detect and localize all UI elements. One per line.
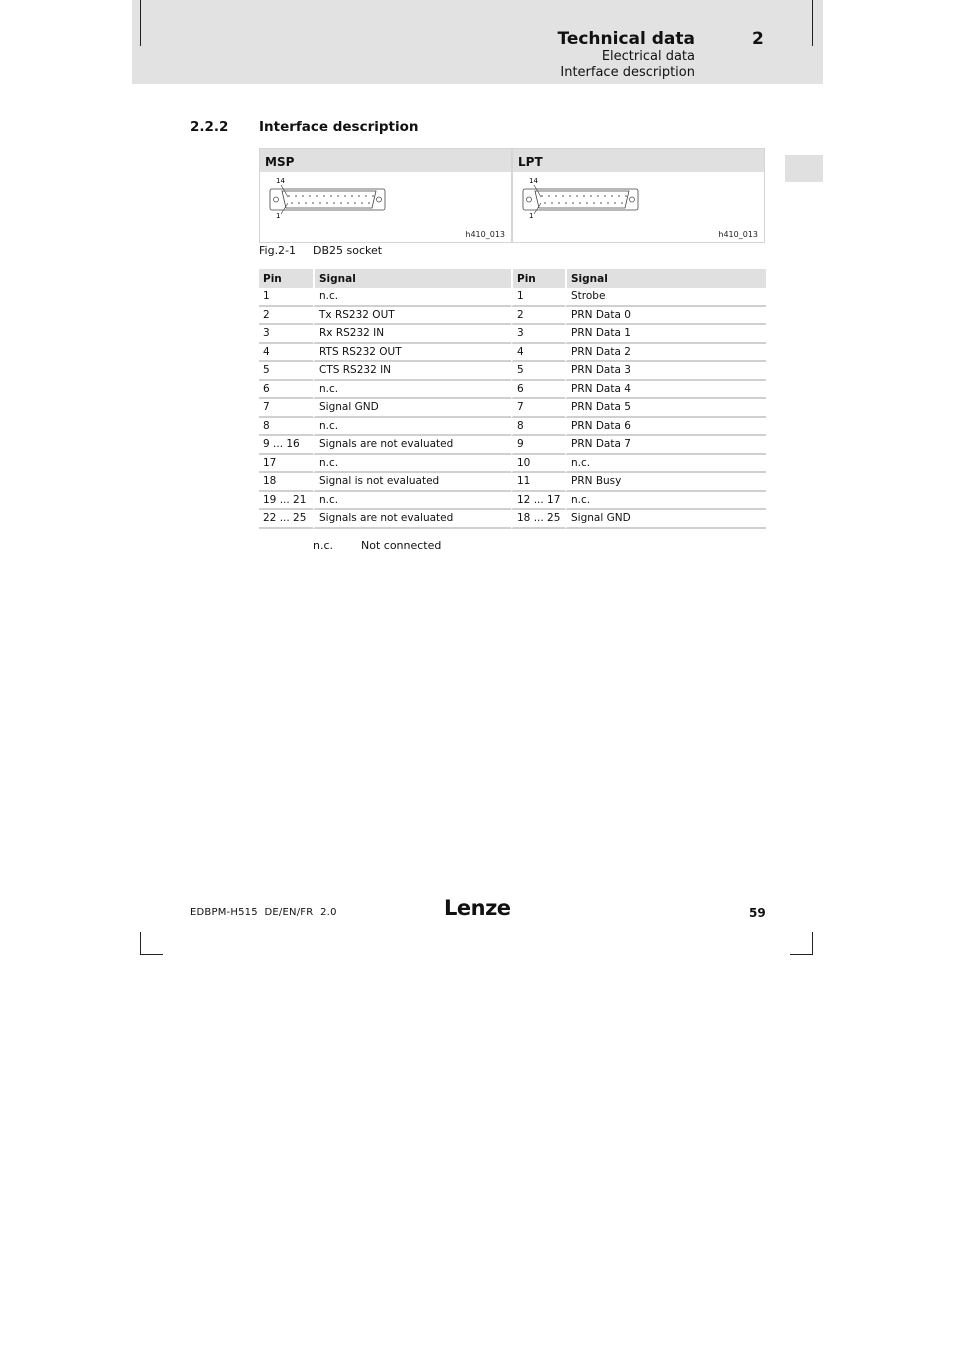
signal-cell: n.c. [565, 455, 766, 474]
table-row [259, 436, 766, 455]
pin-cell: 22 ... 25 [259, 510, 313, 529]
pin-label-14: 14 [529, 177, 538, 185]
pin-cell: 7 [259, 399, 313, 418]
column-header: Pin [259, 269, 313, 288]
signal-cell: RTS RS232 OUT [313, 344, 511, 363]
header-band [132, 0, 823, 84]
table-row [259, 510, 766, 529]
signal-cell: Signal is not evaluated [313, 473, 511, 492]
section-title: Interface description [259, 119, 419, 135]
pin-cell: 6 [511, 381, 565, 400]
signal-cell: PRN Data 1 [565, 325, 766, 344]
pin-cell: 8 [511, 418, 565, 437]
note-text: Not connected [361, 539, 442, 552]
column-header: Pin [511, 269, 565, 288]
pin-cell: 18 [259, 473, 313, 492]
panel-label: MSP [260, 149, 511, 172]
signal-cell: n.c. [313, 492, 511, 511]
pin-cell: 3 [259, 325, 313, 344]
pin-cell: 9 [511, 436, 565, 455]
chapter-side-tab [785, 155, 823, 182]
crop-mark [140, 954, 163, 955]
signal-cell: Strobe [565, 288, 766, 307]
figure-code: h410_013 [718, 230, 758, 239]
pin-cell: 1 [511, 288, 565, 307]
pin-cell: 4 [511, 344, 565, 363]
figure-caption-number: Fig.2-1 [259, 244, 297, 257]
panel-label: LPT [513, 149, 764, 172]
pin-cell: 6 [259, 381, 313, 400]
table-header-row [259, 269, 766, 288]
page-number: 59 [749, 906, 766, 920]
section-number: 2.2.2 [190, 119, 229, 135]
table-row [259, 307, 766, 326]
db25-connector-icon [268, 177, 398, 227]
signal-cell: PRN Data 0 [565, 307, 766, 326]
signal-cell: PRN Data 7 [565, 436, 766, 455]
crop-mark [140, 0, 141, 46]
pin-cell: 12 ... 17 [511, 492, 565, 511]
signal-cell: Signals are not evaluated [313, 510, 511, 529]
signal-cell: n.c. [313, 418, 511, 437]
figure-code: h410_013 [465, 230, 505, 239]
signal-cell: PRN Data 6 [565, 418, 766, 437]
pin-cell: 1 [259, 288, 313, 307]
signal-cell: PRN Data 2 [565, 344, 766, 363]
table-row [259, 492, 766, 511]
pin-cell: 19 ... 21 [259, 492, 313, 511]
crop-mark [812, 0, 813, 46]
table-row [259, 418, 766, 437]
signal-cell: Signal GND [313, 399, 511, 418]
table-row [259, 399, 766, 418]
pin-cell: 9 ... 16 [259, 436, 313, 455]
signal-cell: Signal GND [565, 510, 766, 529]
signal-cell: PRN Busy [565, 473, 766, 492]
pin-cell: 17 [259, 455, 313, 474]
signal-cell: n.c. [313, 288, 511, 307]
pin-cell: 5 [511, 362, 565, 381]
table-row [259, 381, 766, 400]
pin-cell: 2 [259, 307, 313, 326]
chapter-number: 2 [752, 29, 764, 49]
pin-cell: 8 [259, 418, 313, 437]
header-subtitle-2: Interface description [560, 65, 695, 80]
signal-cell: n.c. [565, 492, 766, 511]
figure-panel-msp [259, 148, 512, 243]
column-header: Signal [565, 269, 766, 288]
crop-mark [140, 932, 141, 955]
pin-cell: 4 [259, 344, 313, 363]
column-header: Signal [313, 269, 511, 288]
pin-cell: 3 [511, 325, 565, 344]
signal-cell: PRN Data 5 [565, 399, 766, 418]
table-row [259, 344, 766, 363]
pin-assignment-table [259, 269, 766, 529]
signal-cell: n.c. [313, 381, 511, 400]
pin-cell: 2 [511, 307, 565, 326]
signal-cell: PRN Data 3 [565, 362, 766, 381]
crop-mark [790, 954, 813, 955]
lenze-logo: Lenze [444, 896, 511, 920]
table-row [259, 325, 766, 344]
table-row [259, 288, 766, 307]
db25-connector-icon [521, 177, 651, 227]
table-row [259, 362, 766, 381]
signal-cell: PRN Data 4 [565, 381, 766, 400]
pin-label-1: 1 [276, 212, 281, 220]
figure-panel-lpt [512, 148, 765, 243]
pin-cell: 18 ... 25 [511, 510, 565, 529]
signal-cell: Rx RS232 IN [313, 325, 511, 344]
signal-cell: n.c. [313, 455, 511, 474]
signal-cell: CTS RS232 IN [313, 362, 511, 381]
table-row [259, 455, 766, 474]
crop-mark [812, 932, 813, 955]
figure-caption-text: DB25 socket [313, 244, 383, 257]
pin-cell: 10 [511, 455, 565, 474]
note-abbreviation: n.c. [313, 539, 334, 552]
signal-cell: Signals are not evaluated [313, 436, 511, 455]
signal-cell: Tx RS232 OUT [313, 307, 511, 326]
pin-cell: 5 [259, 362, 313, 381]
pin-label-1: 1 [529, 212, 534, 220]
pin-cell: 11 [511, 473, 565, 492]
pin-label-14: 14 [276, 177, 285, 185]
table-row [259, 473, 766, 492]
header-subtitle-1: Electrical data [601, 49, 695, 64]
document-id: EDBPM-H515 DE/EN/FR 2.0 [190, 907, 337, 918]
header-title: Technical data [557, 29, 695, 49]
pin-cell: 7 [511, 399, 565, 418]
